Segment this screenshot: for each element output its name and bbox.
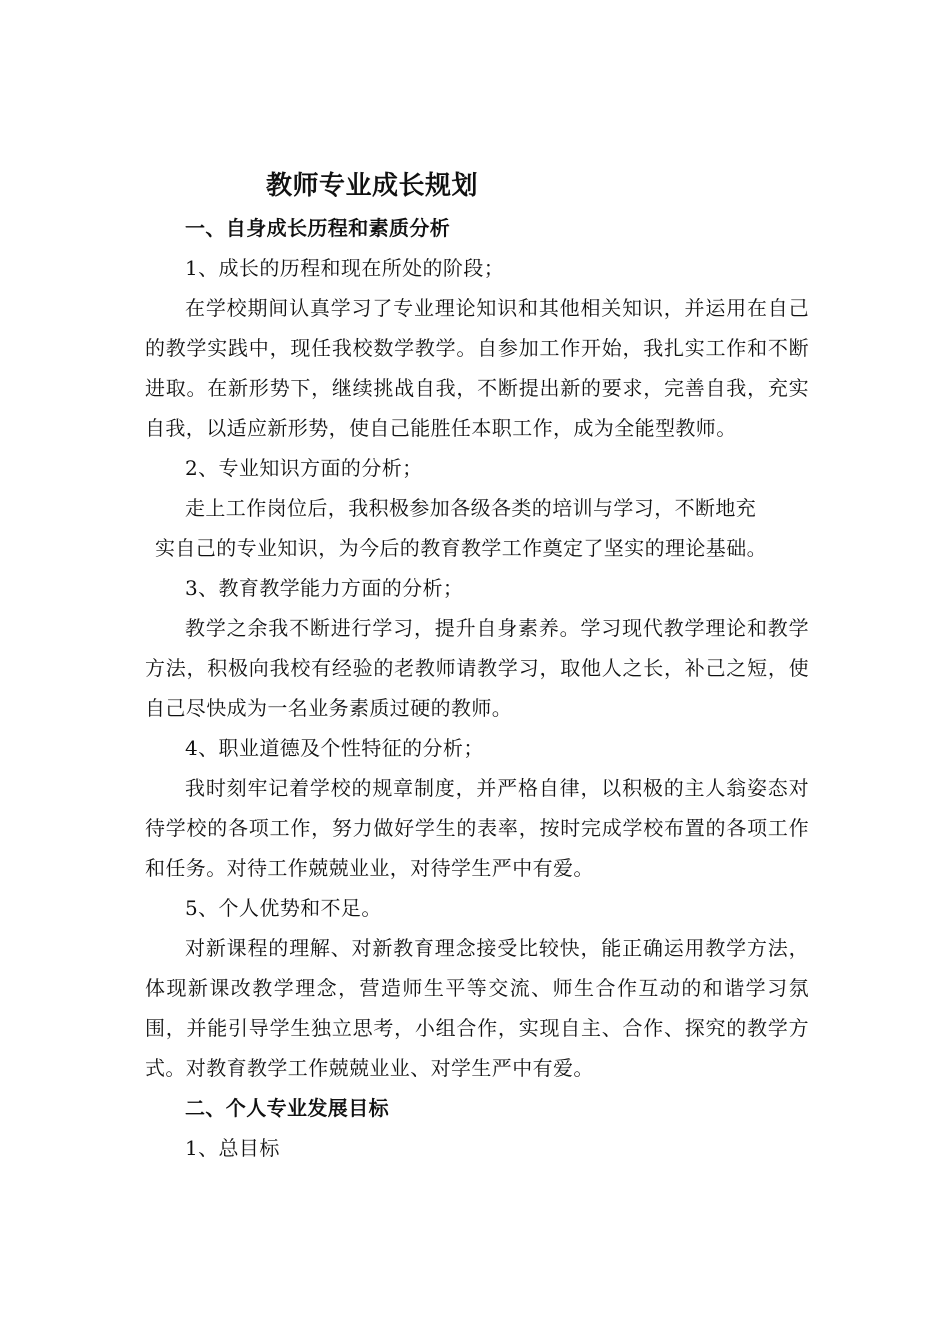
page-title: 教师专业成长规划 bbox=[266, 171, 479, 201]
item-heading-4: 4、职业道德及个性特征的分析； bbox=[185, 736, 484, 760]
goal-heading-1: 1、总目标 bbox=[185, 1136, 280, 1160]
paragraph-3: 教学之余我不断进行学习，提升自身素养。学习现代教学理论和教学方法，积极向我校有经验的老教师请教学习，取他人之长，补己之短，使自己尽快成为一名业务素质过硬的教师。 bbox=[145, 616, 809, 720]
paragraph-2-line-1: 走上工作岗位后，我积极参加各级各类的培训与学习，不断地充 bbox=[185, 496, 757, 520]
section-heading-2: 二、个人专业发展目标 bbox=[185, 1096, 389, 1120]
paragraph-5: 对新课程的理解、对新教育理念接受比较快，能正确运用教学方法，体现新课改教学理念，营造师生平等交流、师生合作互动的和谐学习氛围，并能引导学生独立思考，小组合作，实现自主、合作、探究的教学方式。对教育教学工作兢兢业业、对学生严中有爱。 bbox=[145, 936, 809, 1080]
paragraph-4: 我时刻牢记着学校的规章制度，并严格自律，以积极的主人翁姿态对待学校的各项工作，努力做好学生的表率，按时完成学校布置的各项工作和任务。对待工作兢兢业业，对待学生严中有爱。 bbox=[145, 776, 809, 880]
paragraph-2-line-2: 实自己的专业知识，为今后的教育教学工作奠定了坚实的理论基础。 bbox=[155, 536, 767, 560]
section-heading-1: 一、自身成长历程和素质分析 bbox=[185, 216, 451, 240]
document-body bbox=[145, 208, 809, 1168]
paragraph-1: 在学校期间认真学习了专业理论知识和其他相关知识，并运用在自己的教学实践中，现任我校数学教学。自参加工作开始，我扎实工作和不断进取。在新形势下，继续挑战自我，不断提出新的要求，完善自我，充实自我，以适应新形势，使自己能胜任本职工作，成为全能型教师。 bbox=[145, 296, 809, 440]
item-heading-5: 5、个人优势和不足。 bbox=[185, 896, 382, 920]
item-heading-2: 2、专业知识方面的分析； bbox=[185, 456, 423, 480]
item-heading-3: 3、教育教学能力方面的分析； bbox=[185, 576, 464, 600]
item-heading-1: 1、成长的历程和现在所处的阶段； bbox=[185, 256, 505, 280]
